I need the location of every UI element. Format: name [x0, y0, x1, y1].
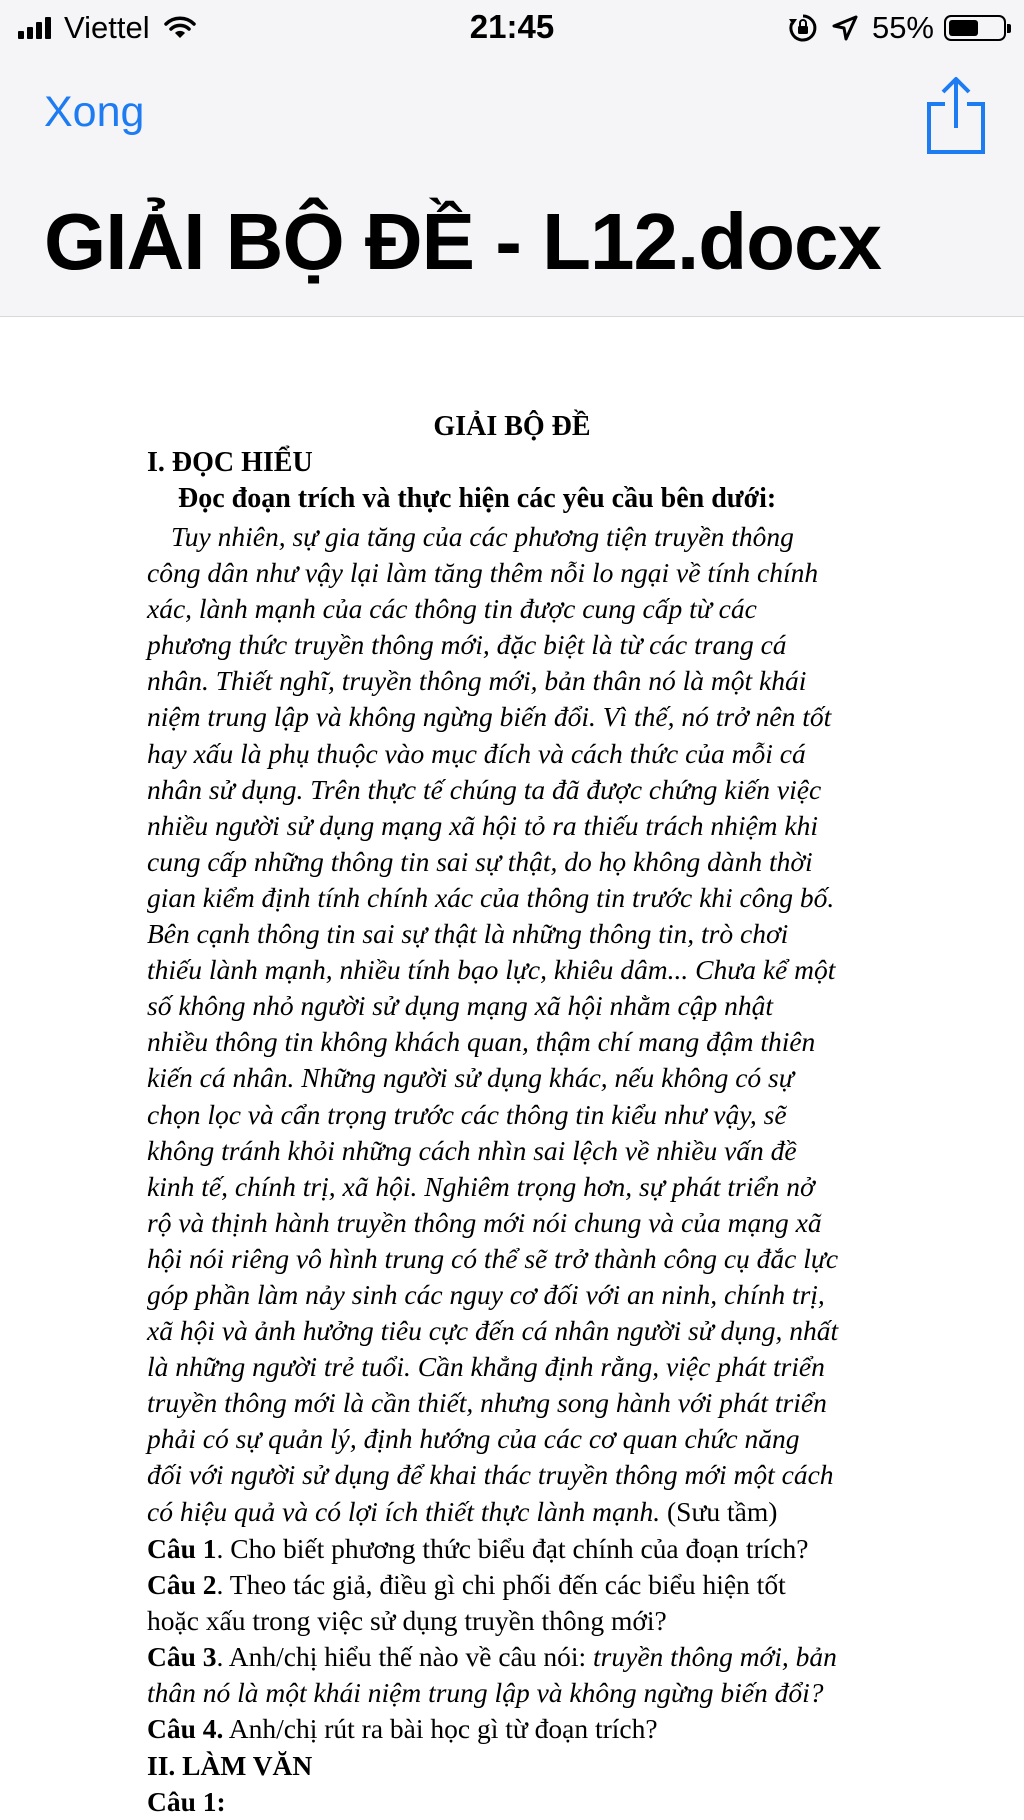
instruction-text: Đọc đoạn trích và thực hiện các yêu cầu bên dưới: — [178, 483, 777, 514]
question-4: Câu 4. Anh/chị rút ra bài học gì từ đoạn trích? — [147, 1713, 658, 1745]
passage-line: có hiệu quả và có lợi ích thiết thực lành mạnh. (Sưu tầm) — [147, 1495, 778, 1527]
source-note: (Sưu tầm) — [660, 1495, 778, 1527]
status-bar — [0, 0, 1024, 56]
passage-line: xác, lành mạnh của các thông tin được cung cấp từ các — [147, 593, 757, 625]
passage-line: phải có sự quản lý, định hướng của các cơ quan chức năng — [147, 1423, 800, 1455]
passage-line: cung cấp những thông tin sai sự thật, do họ không dành thời — [147, 845, 813, 877]
document-title: GIẢI BỘ ĐỀ - L12.docx — [44, 197, 881, 286]
writing-item-1: Câu 1: — [147, 1785, 226, 1817]
viewer-header — [0, 0, 1024, 317]
status-time: 21:45 — [469, 8, 555, 45]
passage-line: hay xấu là phụ thuộc vào mục đích và cách thức của mỗi cá — [147, 737, 806, 769]
passage-line: nhiều người sử dụng mạng xã hội tỏ ra thiếu trách nhiệm khi — [147, 809, 818, 841]
location-arrow-icon — [832, 15, 858, 41]
orientation-lock-icon — [788, 13, 818, 43]
passage-line: truyền thông mới là cần thiết, nhưng song hành với phát triển — [147, 1387, 827, 1419]
document-page[interactable] — [0, 317, 1024, 1820]
passage-line: góp phần làm nảy sinh các nguy cơ đối với an ninh, chính trị, — [147, 1278, 825, 1310]
passage-line: phương thức truyền thông mới, đặc biệt là từ các trang cá — [147, 629, 787, 661]
passage-line: Tuy nhiên, sự gia tăng của các phương tiện truyền thông — [171, 521, 794, 552]
battery-percent: 55% — [871, 10, 934, 45]
passage-line: hội nói riêng vô hình trung có thể sẽ trở thành công cụ đắc lực — [147, 1242, 839, 1274]
passage-line: thiếu lành mạnh, nhiều tính bạo lực, khiêu dâm... Chưa kể một — [147, 954, 836, 986]
passage-line: Bên cạnh thông tin sai sự thật là những thông tin, trò chơi — [147, 918, 789, 950]
passage-line: công dân như vậy lại làm tăng thêm nỗi lo ngại về tính chính — [147, 557, 819, 589]
passage-line: nhiều thông tin không khách quan, thậm chí mang đậm thiên — [147, 1026, 816, 1058]
passage-line: niệm trung lập và không ngừng biến đổi. Vì thế, nó trở nên tốt — [147, 701, 832, 733]
question-3-cont: thân nó là một khái niệm trung lập và không ngừng biến đổi? — [147, 1677, 824, 1709]
passage-line: là những người trẻ tuổi. Cần khẳng định rằng, việc phát triển — [147, 1351, 825, 1383]
question-2: Câu 2. Theo tác giả, điều gì chi phối đến các biểu hiện tốt — [147, 1569, 786, 1601]
battery-icon — [944, 15, 1006, 41]
passage-line: kinh tế, chính trị, xã hội. Nghiêm trọng hơn, sự phát triển nở — [147, 1170, 815, 1202]
passage-line: xã hội và ảnh hưởng tiêu cực đến cá nhân người sử dụng, nhất — [147, 1315, 839, 1347]
questions-list — [147, 1531, 947, 1820]
carrier-name: Viettel — [64, 10, 150, 45]
share-icon[interactable] — [925, 76, 987, 154]
passage-line: kiến cá nhân. Những người sử dụng khác, nếu không có sự — [147, 1062, 794, 1094]
passage-line: rộ và thịnh hành truyền thông mới nói chung và của mạng xã — [147, 1206, 822, 1238]
passage-line: không tránh khỏi những cách nhìn sai lệch về nhiều vấn đề — [147, 1134, 797, 1166]
section-writing: II. LÀM VĂN — [147, 1749, 313, 1781]
passage-line: đối với người sử dụng để khai thác truyền thông mới một cách — [147, 1459, 834, 1491]
passage-line: nhân. Thiết nghĩ, truyền thông mới, bản thân nó là một khái — [147, 665, 807, 697]
passage-line: gian kiểm định tính chính xác của thông tin trước khi công bố. — [147, 881, 835, 913]
passage — [147, 519, 937, 1530]
passage-line: chọn lọc và cẩn trọng trước các thông tin kiểu như vậy, sẽ — [147, 1098, 787, 1130]
section-reading: I. ĐỌC HIỂU — [147, 447, 313, 478]
document-heading: GIẢI BỘ ĐỀ — [433, 411, 591, 442]
passage-line: nhân sử dụng. Trên thực tế chúng ta đã được chứng kiến việc — [147, 773, 822, 805]
done-button[interactable]: Xong — [44, 88, 145, 136]
battery-fill — [949, 20, 978, 36]
passage-line: số không nhỏ người sử dụng mạng xã hội nhằm cập nhật — [147, 990, 773, 1022]
question-1: Câu 1. Cho biết phương thức biểu đạt chính của đoạn trích? — [147, 1533, 809, 1564]
question-3: Câu 3. Anh/chị hiểu thế nào về câu nói: truyền thông mới, bản — [147, 1641, 837, 1673]
question-2-cont: hoặc xấu trong việc sử dụng truyền thông mới? — [147, 1605, 667, 1637]
